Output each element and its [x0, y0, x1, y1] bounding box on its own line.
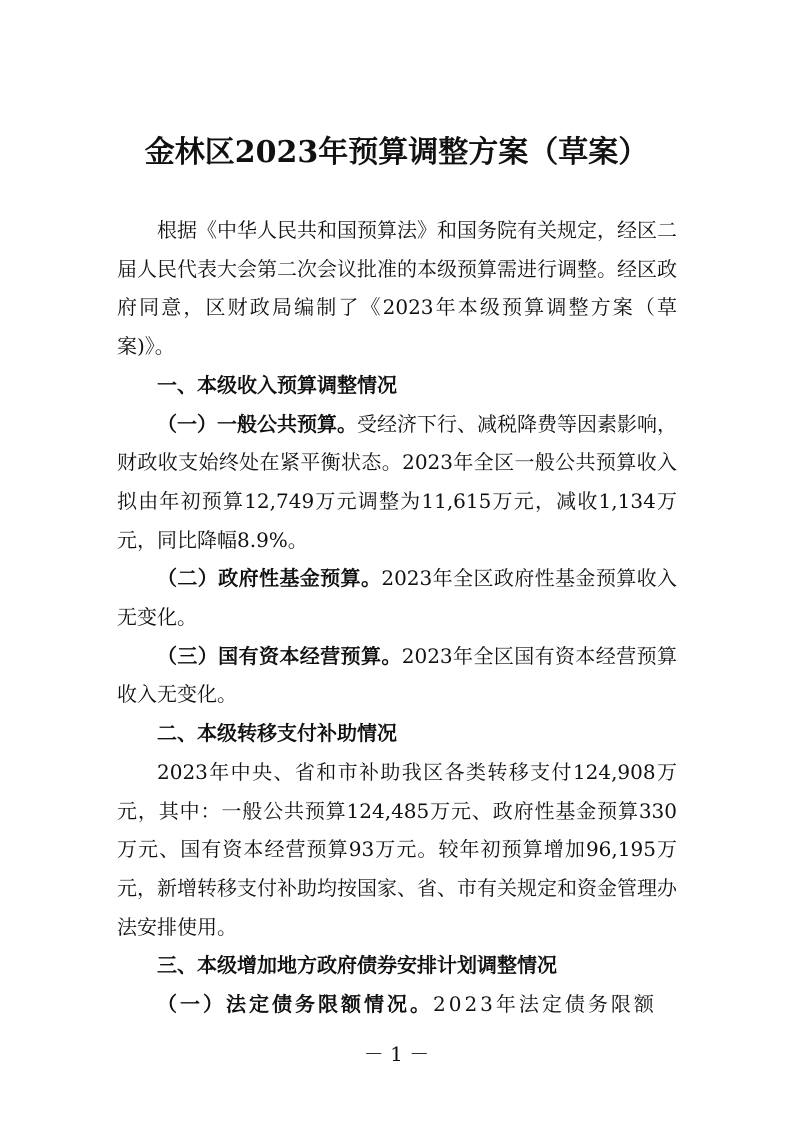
section-3-item-1-label: （一）法定债务限额情况。: [157, 992, 433, 1017]
section-1-item-3: [117, 637, 677, 714]
section-3-item-1: [117, 985, 677, 1024]
section-1-item-2-text: 2023年全区政府性基金预算收入无变化。: [117, 566, 678, 630]
page-number: － 1 －: [363, 1042, 430, 1066]
section-3-item-1-text: 2023年法定债务限额: [433, 992, 657, 1017]
section-1-item-1-label: （一）一般公共预算。: [157, 411, 357, 436]
section-1-item-1: [117, 405, 677, 560]
document-title: 金林区2023年预算调整方案（草案）: [144, 135, 649, 170]
section-1-item-2: [117, 559, 677, 636]
section-1-heading: 一、本级收入预算调整情况: [157, 372, 397, 397]
section-3-heading: 三、本级增加地方政府债券安排计划调整情况: [157, 953, 557, 978]
section-2-heading: 二、本级转移支付补助情况: [157, 721, 397, 746]
section-1-item-3-label: （三）国有资本经营预算。: [157, 643, 402, 668]
document-body: [117, 211, 677, 1024]
section-1-item-3-text: 2023年全区国有资本经营预算收入无变化。: [117, 643, 677, 707]
section-1-item-1-text: 受经济下行、减税降费等因素影响，财政收支始终处在紧平衡状态。2023年全区一般公共预算收入拟由年初预算12,749万元调整为11,615万元，减收1,134万元，同比降幅8.9%。: [117, 411, 677, 552]
section-2-paragraph: 2023年中央、省和市补助我区各类转移支付124,908万元，其中：一般公共预算124,485万元、政府性基金预算330万元、国有资本经营预算93万元。较年初预算增加96,195万元，新增转移支付补助均按国家、省、市有关规定和资金管理办法安排使用。: [117, 759, 677, 939]
section-1-item-2-label: （二）政府性基金预算。: [157, 566, 382, 591]
intro-paragraph: 根据《中华人民共和国预算法》和国务院有关规定，经区二届人民代表大会第二次会议批准的本级预算需进行调整。经区政府同意，区财政局编制了《2023年本级预算调整方案（草案)》。: [117, 218, 677, 359]
